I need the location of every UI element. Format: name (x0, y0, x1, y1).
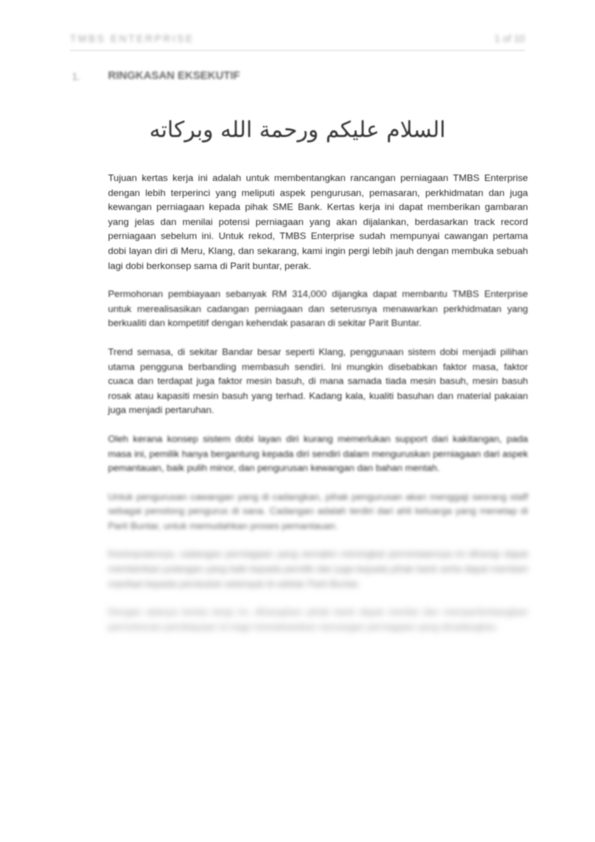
running-header-title: TMBS ENTERPRISE (70, 34, 195, 45)
paragraph: Tujuan kertas kerja ini adalah untuk membentangkan rancangan perniagaan TMBS Enterprise dengan lebih terperinci yang meliputi aspek pengurusan, pemasaran, perkhidmatan dan juga kewangan perniagaan kepada pihak SME Bank. Kertas kerja ini dapat memberikan gambaran yang jelas dan menilai potensi perniagaan yang akan dijalankan, berdasarkan track record perniagaan sebelum ini. Untuk rekod, TMBS Enterprise sudah mempunyai cawangan pertama dobi layan diri di Meru, Klang, dan sekarang, kami ingin pergi lebih jauh dengan membuka sebuah lagi dobi berkonsep sama di Parit buntar, perak. (108, 173, 528, 272)
paragraph: Kesimpulannya, cadangan perniagaan yang semakin meningkat permintaannya ini diharap dapat memberikan pulangan yang baik kepada pemilik dan juga kepada pihak bank serta dapat memberi manfaat kepada penduduk setempat di sekitar Parit Buntar. (108, 549, 528, 590)
paragraph: Untuk pengurusan cawangan yang di cadangkan, pihak pengurusan akan menggaji seorang staff sebagai penolong pengurus di sana. Cadangan adalah terdiri dari ahli keluarga yang menetap di Parit Buntar, untuk memudahkan proses pemantauan. (108, 491, 528, 532)
body-text (108, 172, 528, 649)
section-number: 1. (72, 72, 81, 83)
paragraph: Oleh kerana konsep sistem dobi layan diri kurang memerlukan support dari kakitangan, pada masa ini, pemilik hanya bergantung kepada diri sendiri dalam menguruskan perniagaan dari aspek pemantauan, baik pulih minor, dan pengurusan kewangan dan bahan mentah. (108, 433, 528, 475)
paragraph: Trend semasa, di sekitar Bandar besar seperti Klang, penggunaan sistem dobi menjadi pilihan utama pengguna berbanding membasuh sendiri. Ini mungkin disebabkan faktor masa, faktor cuaca dan terdapat juga faktor mesin basuh, di mana samada tiada mesin basuh, mesin basuh rosak atau kapasiti mesin basuh yang terhad. Kadang kala, kualiti basuhan dan material pakaian juga menjadi pertaruhan. (108, 346, 528, 417)
paragraph: Permohonan pembiayaan sebanyak RM 314,000 dijangka dapat membantu TMBS Enterprise untuk merealisasikan cadangan perniagaan dan seterusnya menawarkan perkhidmatan yang berkualiti dan kompetitif dengan kehendak pasaran di sekitar Parit Buntar. (108, 289, 528, 330)
section-title: RINGKASAN EKSEKUTIF (108, 70, 241, 82)
header-divider (70, 50, 525, 51)
running-header-page: 1 of 10 (494, 34, 525, 45)
arabic-greeting: السلام عليكم ورحمة الله وبركاته (149, 118, 446, 143)
paragraph: Dengan adanya kertas kerja ini, diharapkan pihak bank dapat menilai dan mempertimbangkan permohonan pembiayaan ini bagi merealisasikan rancangan perniagaan yang dicadangkan. (108, 607, 528, 633)
